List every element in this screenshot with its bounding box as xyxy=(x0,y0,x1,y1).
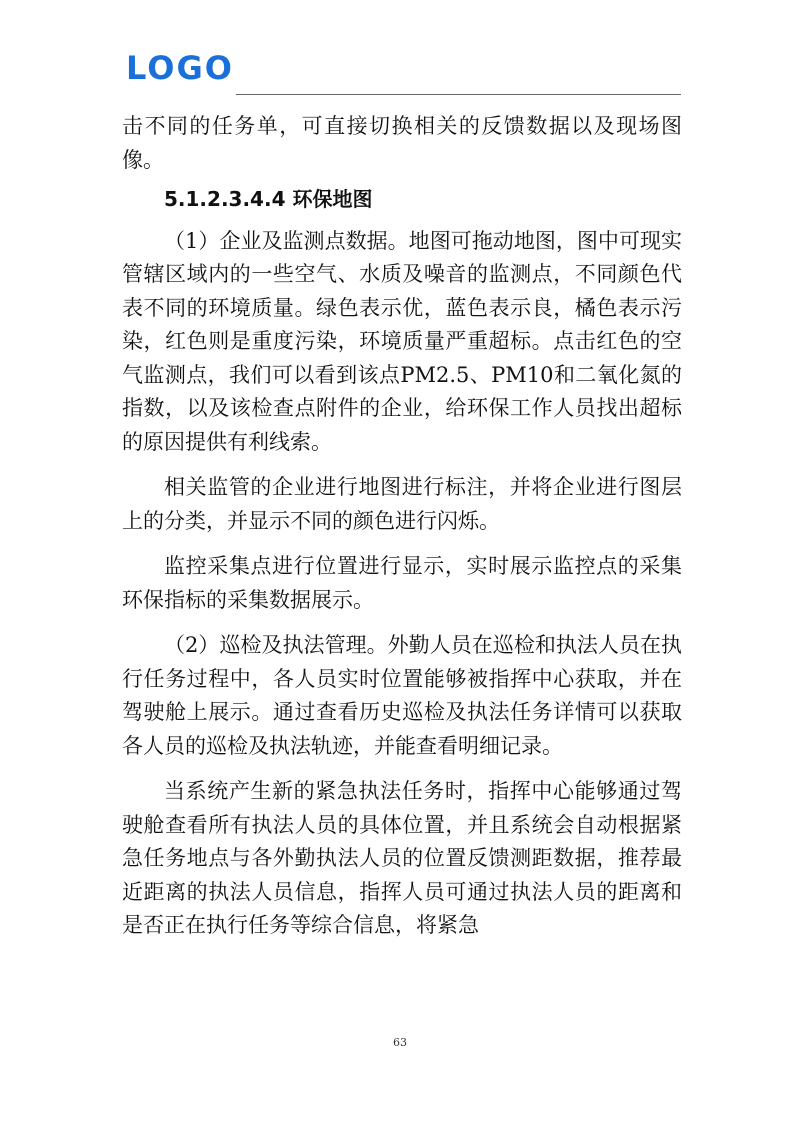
paragraph-enterprise-monitoring: （1）企业及监测点数据。地图可拖动地图，图中可现实管辖区域内的一些空气、水质及噪音的监测点，不同颜色代表不同的环境质量。绿色表示优，蓝色表示良，橘色表示污染，红色则是重度污染，环境质量严重超标。点击红色的空气监测点，我们可以看到该点PM2.5、PM10和二氧化氮的指数，以及该检查点附件的企业，给环保工作人员找出超标的原因提供有利线索。 xyxy=(122,228,682,454)
logo: LOGO xyxy=(126,49,234,87)
paragraph-monitoring-points: 监控采集点进行位置进行显示，实时展示监控点的采集环保指标的采集数据展示。 xyxy=(122,554,682,612)
paragraph-inspection-enforcement: （2）巡检及执法管理。外勤人员在巡检和执法人员在执行任务过程中，各人员实时位置能够被指挥中心获取，并在驾驶舱上展示。通过查看历史巡检及执法任务详情可以获取各人员的巡检及执法轨迹，并能查看明细记录。 xyxy=(122,633,682,758)
paragraph-continued: 击不同的任务单，可直接切换相关的反馈数据以及现场图像。 xyxy=(122,114,682,172)
page-number: 63 xyxy=(393,1036,407,1049)
section-heading: 5.1.2.3.4.4 环保地图 xyxy=(164,187,373,211)
paragraph-enterprise-marking: 相关监管的企业进行地图进行标注，并将企业进行图层上的分类，并显示不同的颜色进行闪烁。 xyxy=(122,475,682,533)
header-divider xyxy=(236,94,681,95)
paragraph-emergency-tasks: 当系统产生新的紧急执法任务时，指挥中心能够通过驾驶舱查看所有执法人员的具体位置，并且系统会自动根据紧急任务地点与各外勤执法人员的位置反馈测距数据，推荐最近距离的执法人员信息，指挥人员可通过执法人员的距离和是否正在执行任务等综合信息，将紧急 xyxy=(122,779,682,937)
document-body xyxy=(122,110,682,943)
